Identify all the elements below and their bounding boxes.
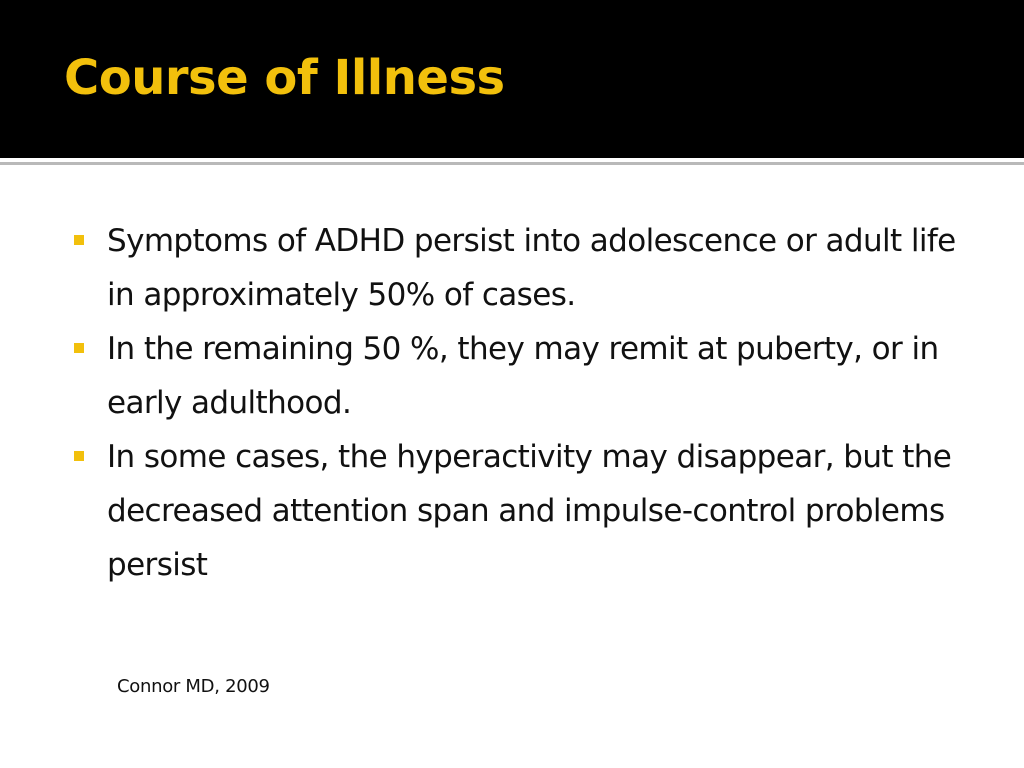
slide-content: [72, 214, 972, 592]
square-bullet-icon: [74, 235, 84, 245]
slide-title: Course of Illness: [64, 50, 505, 106]
bullet-item: [72, 214, 972, 322]
bullet-item: [72, 430, 972, 592]
title-divider: [0, 162, 1024, 165]
title-bar: [0, 0, 1024, 158]
bullet-text: In some cases, the hyperactivity may disappear, but the decreased attention span and impulse-control problems persist: [107, 439, 952, 583]
bullet-item: [72, 322, 972, 430]
square-bullet-icon: [74, 451, 84, 461]
bullet-list: [72, 214, 972, 592]
bullet-text: In the remaining 50 %, they may remit at puberty, or in early adulthood.: [107, 331, 939, 421]
bullet-text: Symptoms of ADHD persist into adolescence or adult life in approximately 50% of cases.: [107, 223, 956, 313]
square-bullet-icon: [74, 343, 84, 353]
citation: Connor MD, 2009: [117, 676, 270, 697]
